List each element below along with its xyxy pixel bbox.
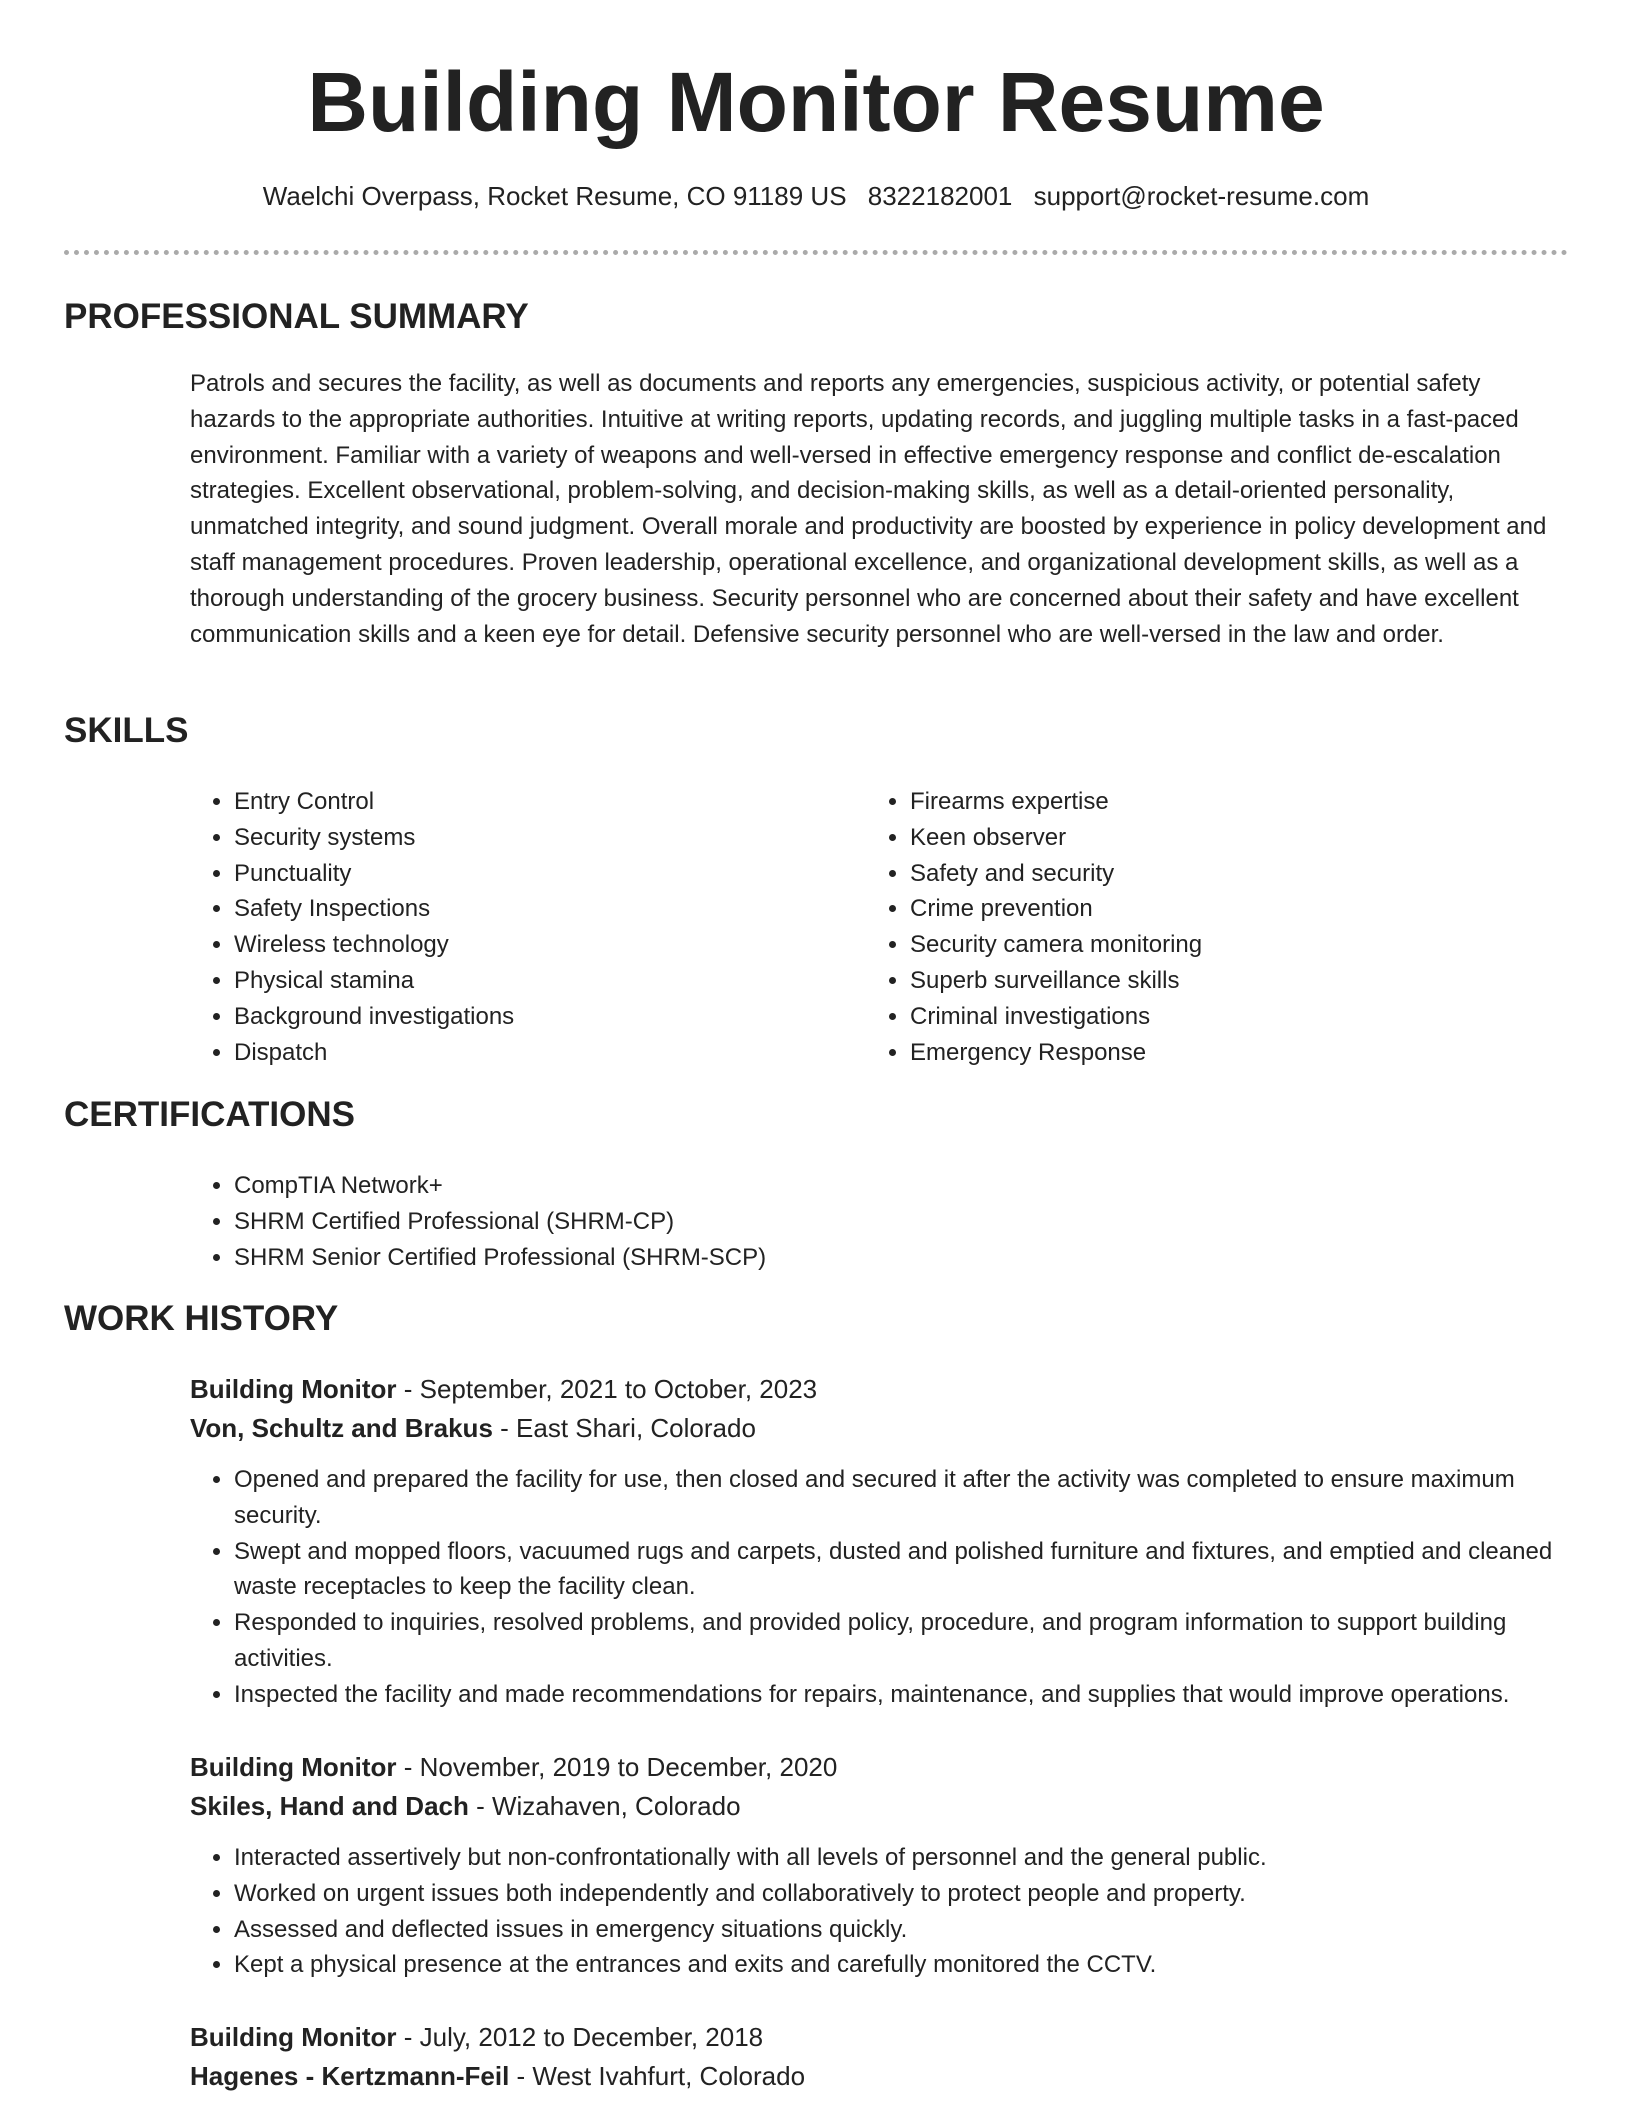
skill-item: • Safety and security [910,856,1506,892]
job-bullet: • Interacted assertively but non-confrontationally with all levels of personnel and the general public. [234,1840,1570,1876]
certifications-list [190,1168,1570,1275]
job-location: - Wizahaven, Colorado [468,1791,741,1821]
job-bullet: • Inspected the facility and made recommendations for repairs, maintenance, and supplies that would improve operations. [234,1677,1570,1713]
skills-right-column [866,784,1506,1070]
skill-item: • Crime prevention [910,891,1506,927]
job-bullet: • Assessed and deflected issues in emergency situations quickly. [234,1912,1570,1948]
job-title: Building Monitor [190,2022,397,2052]
skill-item: • Wireless technology [234,927,830,963]
skill-item: • Security camera monitoring [910,927,1506,963]
skill-item: • Keen observer [910,820,1506,856]
job-location: - West Ivahfurt, Colorado [509,2061,806,2091]
work-history-heading: WORK HISTORY [64,1299,339,1338]
contact-phone: 8322182001 [867,181,1013,211]
skill-item: • Punctuality [234,856,830,892]
job-title-line [190,1370,1570,1409]
skills-list-right [866,784,1506,1070]
job-dates: - November, 2019 to December, 2020 [396,1752,838,1782]
job-entry [190,2018,1570,2096]
job-company: Skiles, Hand and Dach [190,1791,469,1821]
job-title: Building Monitor [190,1374,397,1404]
job-bullet: • Worked on urgent issues both independently and collaboratively to protect people and property. [234,1876,1570,1912]
job-bullet: • Kept a physical presence at the entrances and exits and carefully monitored the CCTV. [234,1947,1570,1983]
certifications-block [190,1168,1570,1275]
job-entry [190,1370,1570,1713]
job-title: Building Monitor [190,1752,397,1782]
job-bullet: • Responded to inquiries, resolved problems, and provided policy, procedure, and program information to support building activities. [234,1605,1570,1677]
job-dates: - July, 2012 to December, 2018 [396,2022,764,2052]
job-company-line [190,1787,1570,1826]
job-bullet: • Swept and mopped floors, vacuumed rugs and carpets, dusted and polished furniture and fixtures, and emptied and cleaned waste receptacles to keep the facility clean. [234,1534,1570,1606]
skill-item: • Background investigations [234,999,830,1035]
skill-item: • Firearms expertise [910,784,1506,820]
certification-item: • SHRM Certified Professional (SHRM-CP) [234,1204,1570,1240]
skill-item: • Security systems [234,820,830,856]
job-company: Von, Schultz and Brakus [190,1413,493,1443]
job-bullets [190,1840,1570,1983]
contact-address: Waelchi Overpass, Rocket Resume, CO 91189 US [262,181,847,211]
certification-item: • CompTIA Network+ [234,1168,1570,1204]
skill-item: • Emergency Response [910,1035,1506,1071]
job-bullets [190,1462,1570,1713]
job-location: - East Shari, Colorado [492,1413,756,1443]
skills-list-left [190,784,830,1070]
certification-item: • SHRM Senior Certified Professional (SHRM-SCP) [234,1240,1570,1276]
job-title-line [190,2018,1570,2057]
job-company-line [190,1409,1570,1448]
header-divider [64,250,1568,255]
skill-item: • Safety Inspections [234,891,830,927]
skill-item: • Criminal investigations [910,999,1506,1035]
skill-item: • Superb surveillance skills [910,963,1506,999]
job-company: Hagenes - Kertzmann-Feil [190,2061,510,2091]
skill-item: • Physical stamina [234,963,830,999]
job-company-line [190,2057,1570,2096]
skill-item: • Dispatch [234,1035,830,1071]
summary-text: Patrols and secures the facility, as well as documents and reports any emergencies, suspicious activity, or potential safety hazards to the appropriate authorities. Intuitive at writing reports, updating records, and juggling multiple tasks in a fast-paced environment. Familiar with a variety of weapons and well-versed in effective emergency response and conflict de-escalation strategies. Excellent observational, problem-solving, and decision-making skills, as well as a detail-oriented personality, unmatched integrity, and sound judgment. Overall morale and productivity are boosted by experience in policy development and staff management procedures. Proven leadership, operational excellence, and organizational development skills, as well as a thorough understanding of the grocery business. Security personnel who are concerned about their safety and have excellent communication skills and a keen eye for detail. Defensive security personnel who are well-versed in the law and order. [190,370,1547,648]
certifications-heading: CERTIFICATIONS [64,1095,356,1134]
skills-heading: SKILLS [64,711,189,750]
job-dates: - September, 2021 to October, 2023 [396,1374,818,1404]
job-bullet: • Opened and prepared the facility for use, then closed and secured it after the activity was completed to ensure maximum security. [234,1462,1570,1534]
contact-email: support@rocket-resume.com [1033,181,1370,211]
summary-heading: PROFESSIONAL SUMMARY [64,297,529,336]
skill-item: • Entry Control [234,784,830,820]
job-title-line [190,1748,1570,1787]
resume-title: Building Monitor Resume [307,55,1325,149]
job-entry [190,1748,1570,1983]
skills-left-column [190,784,830,1070]
contact-line [0,180,1632,214]
